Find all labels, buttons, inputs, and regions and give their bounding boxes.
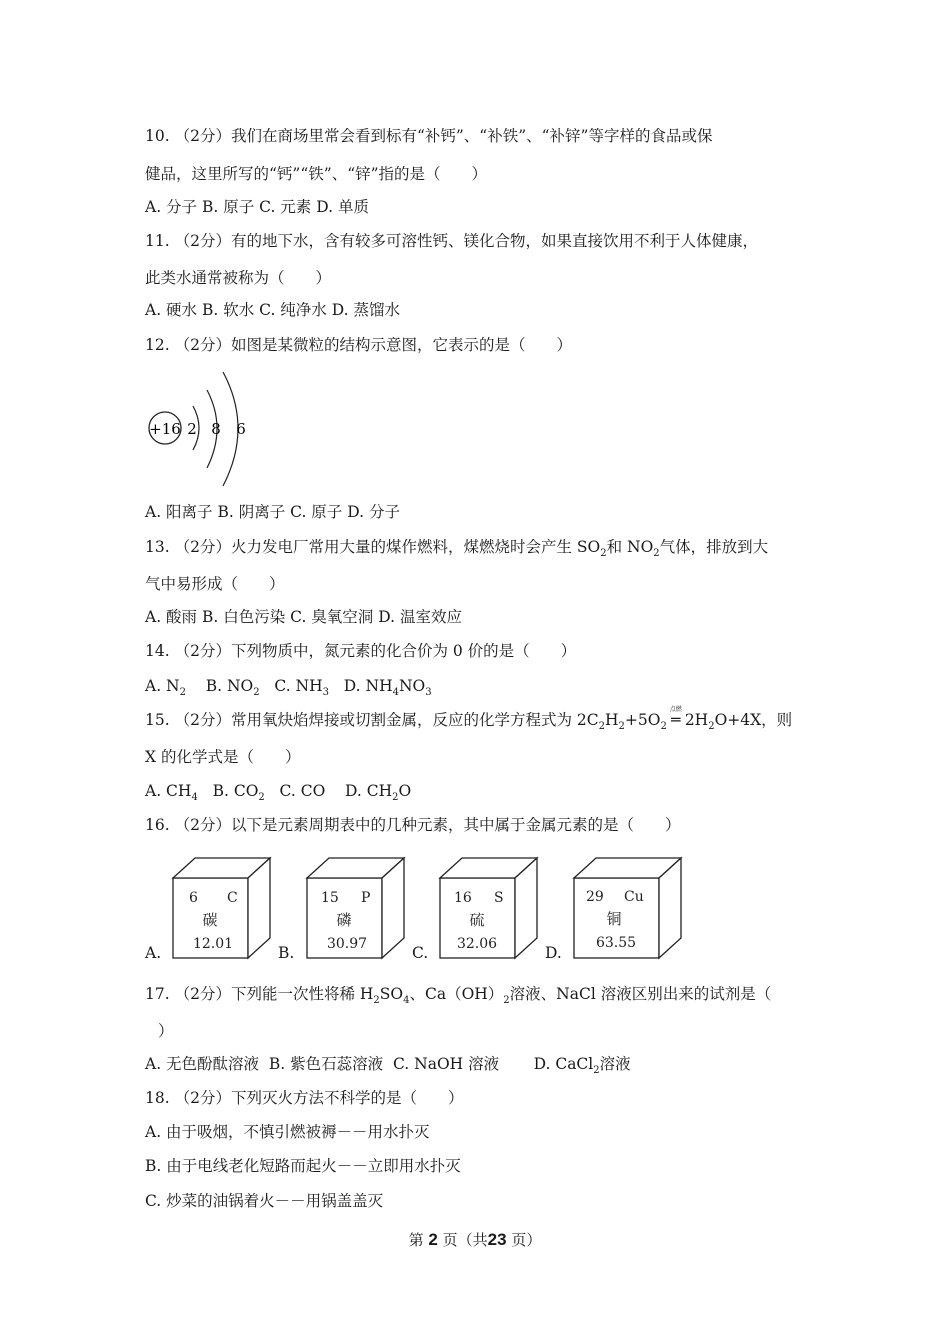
element-mass: 63.55 <box>595 935 637 951</box>
q14-line1: 14. （2分）下列物质中，氮元素的化合价为 0 价的是（ ） <box>145 642 577 660</box>
q17-line2: ） <box>158 1022 174 1040</box>
q15-options: A. $CH_4$ B. $CO_2$ C. CO D. $CH_2O$ <box>145 782 412 804</box>
q18-option-c: C. 炒菜的油锅着火－－用锅盖盖灭 <box>145 1192 384 1210</box>
q13-options: A. 酸雨 B. 白色污染 C. 臭氧空洞 D. 温室效应 <box>145 608 462 626</box>
element-card-a <box>173 858 270 958</box>
element-number: 16 <box>454 890 472 906</box>
shell-count-2: 8 <box>211 420 221 438</box>
element-symbol: C <box>227 890 238 906</box>
q16-option-a: A. <box>145 944 162 962</box>
q13-line1: 13. （2分）火力发电厂常用大量的煤作燃料，煤燃烧时会产生 $SO_2$和 $NO_2$气体，排放到大 <box>145 538 769 560</box>
element-number: 15 <box>321 890 339 906</box>
element-number: 6 <box>189 890 198 906</box>
q15-line1: 15. （2分）常用氧炔焰焊接或切割金属，反应的化学方程式为 $2C_2H_2+5O_2$ 点燃 ═ $2H_2O+4X$，则 <box>145 706 793 733</box>
q18-line1: 18. （2分）下列灭火方法不科学的是（ ） <box>145 1089 464 1107</box>
q16-option-d: D. <box>545 944 562 962</box>
element-name: 铜 <box>606 910 622 928</box>
q16-line1: 16. （2分）以下是元素周期表中的几种元素，其中属于金属元素的是（ ） <box>145 816 681 834</box>
q11-line2: 此类水通常被称为（ ） <box>145 269 332 287</box>
element-number: 29 <box>586 889 604 905</box>
page-footer: 第 2 页（共23 页） <box>408 1230 542 1249</box>
element-name: 磷 <box>336 911 352 929</box>
q10-line1: 10. （2分）我们在商场里常会看到标有“补钙”、“补铁”、“补锌”等字样的食品或保 <box>145 127 713 145</box>
q18-option-b: B. 由于电线老化短路而起火－－立即用水扑灭 <box>145 1157 461 1175</box>
element-symbol: P <box>361 890 371 906</box>
element-mass: 12.01 <box>192 936 234 952</box>
element-symbol: Cu <box>624 889 644 905</box>
current-page: 2 <box>428 1230 438 1249</box>
q12-line1: 12. （2分）如图是某微粒的结构示意图，它表示的是（ ） <box>145 336 572 354</box>
reaction-arrow: 点燃 ═ <box>669 706 682 729</box>
q16-option-b: B. <box>278 944 295 962</box>
element-card-b <box>307 858 404 958</box>
element-name: 碳 <box>202 911 218 929</box>
q16-option-c: C. <box>412 944 429 962</box>
nucleus-charge: +16 <box>149 420 181 438</box>
q10-options: A. 分子 B. 原子 C. 元素 D. 单质 <box>145 198 369 216</box>
q15-line2: X 的化学式是（ ） <box>145 748 301 766</box>
shell-count-3: 6 <box>236 420 246 438</box>
element-card-c <box>440 858 537 958</box>
shell-count-1: 2 <box>187 420 197 438</box>
total-pages: 23 <box>487 1230 507 1249</box>
q11-options: A. 硬水 B. 软水 C. 纯净水 D. 蒸馏水 <box>145 301 400 319</box>
q12-options: A. 阳离子 B. 阴离子 C. 原子 D. 分子 <box>145 503 400 521</box>
q13-line2: 气中易形成（ ） <box>145 575 285 593</box>
element-mass: 30.97 <box>326 936 368 952</box>
q17-line1: 17. （2分）下列能一次性将稀 $H_2SO_4$、$Ca(OH)_2$溶液、NaCl 溶液区别出来的试剂是（ <box>145 985 772 1007</box>
q10-line2: 健品，这里所写的“钙”“铁”、“锌”指的是（ ） <box>145 165 488 183</box>
q18-option-a: A. 由于吸烟，不慎引燃被褥－－用水扑灭 <box>145 1123 430 1141</box>
q17-options: A. 无色酚酞溶液 B. 紫色石蕊溶液 C. NaOH 溶液 D. CaCl$_2$溶液 <box>145 1055 631 1077</box>
element-card-d <box>574 858 681 958</box>
atom-structure-diagram <box>145 368 255 488</box>
element-symbol: S <box>494 890 504 906</box>
q14-options: A. $N_2$ B. $NO_2$ C. $NH_3$ D. $NH_4NO_3$ <box>145 677 432 699</box>
element-name: 硫 <box>469 911 485 929</box>
q11-line1: 11. （2分）有的地下水，含有较多可溶性钙、镁化合物，如果直接饮用不利于人体健康， <box>145 232 758 250</box>
element-mass: 32.06 <box>456 936 498 952</box>
